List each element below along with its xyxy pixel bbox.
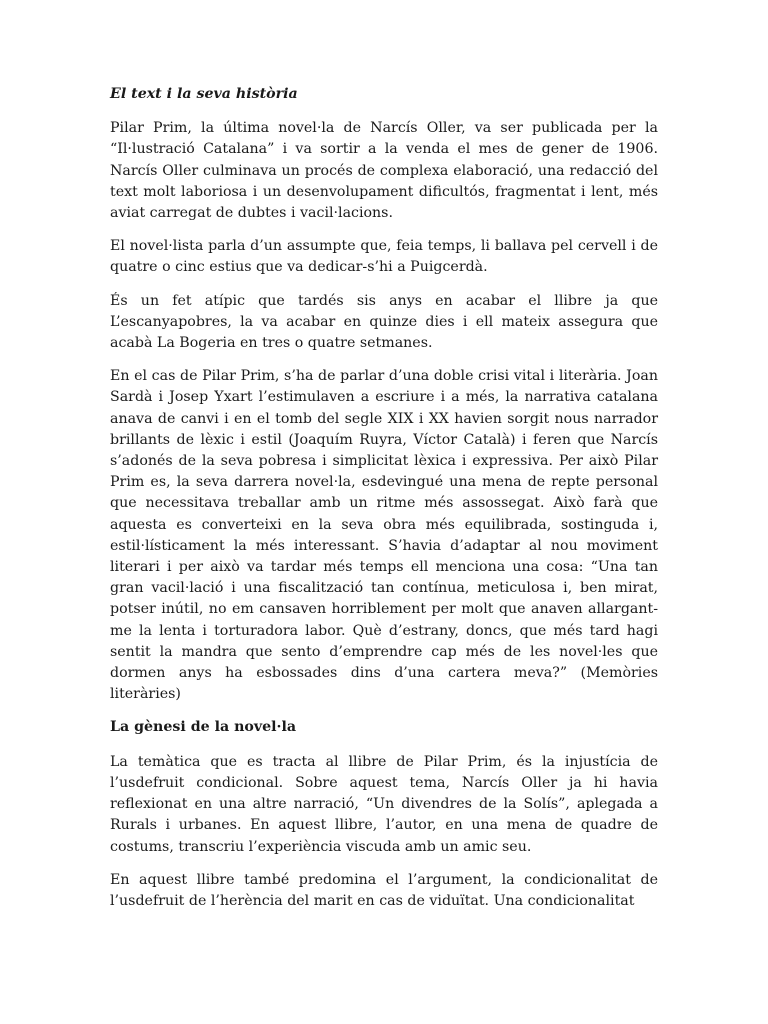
paragraph-4: En el cas de Pilar Prim, s’ha de parlar d’una doble crisi vital i literària. Joan Sardà i Josep Yxart l’estimulaven a escriure i a més, la narrativa catalana anava de canvi i en el tomb del segle XIX i XX havien sorgit nous narrador brillants de lèxic i estil (Joaquím Ruyra, Víctor Català) i feren que Narcís s’adonés de la seva pobresa i simplicitat lèxica i expressiva. Per això Pilar Prim es, la seva darrera novel·la, esdevingué una mena de repte personal que necessitava treballar amb un ritme més assossegat. Això farà que aquesta es converteixi en la seva obra més equilibrada, sostinguda i, estil·lísticament la més interessant. S’havia d’adaptar al nou moviment literari i per això va tardar més temps ell menciona una cosa: “Una tan gran vacil·lació i una fiscalització tan contínua, meticulosa i, ben mirat, potser inútil, no em cansaven horriblement per molt que anaven allargant-me la lenta i torturadora labor. Què d’estrany, doncs, que més tard hagi sentit la mandra que sento d’emprendre cap més de les novel·les que dormen anys ha esbossades dins d’una cartera meva?” (Memòries literàries): [110, 368, 658, 703]
paragraph-1: Pilar Prim, la última novel·la de Narcís Oller, va ser publicada per la “Il·lustració Catalana” i va sortir a la venda el mes de gener de 1906. Narcís Oller culminava un procés de complexa elaboració, una redacció del text molt laboriosa i un desenvolupament dificultós, fragmentat i lent, més aviat carregat de dubtes i vacil·lacions.: [110, 120, 658, 222]
document-page: [110, 84, 658, 924]
paragraph-5: La temàtica que es tracta al llibre de Pilar Prim, és la injustícia de l’usdefruit condicional. Sobre aquest tema, Narcís Oller ja hi havia reflexionat en una altre narració, “Un divendres de la Solís”, aplegada a Rurals i urbanes. En aquest llibre, l’autor, en una mena de quadre de costums, transcriu l’experiència viscuda amb un amic seu.: [110, 753, 658, 855]
section-heading-history: El text i la seva història: [110, 86, 298, 102]
paragraph-3: És un fet atípic que tardés sis anys en acabar el llibre ja que L’escanyapobres, la va acabar en quinze dies i ell mateix assegura que acabà La Bogeria en tres o quatre setmanes.: [110, 292, 658, 352]
paragraph-2: El novel·lista parla d’un assumpte que, feia temps, li ballava pel cervell i de quatre o cinc estius que va dedicar-s’hi a Puigcerdà.: [110, 238, 658, 276]
section-heading-genesis: La gènesi de la novel·la: [110, 719, 297, 736]
paragraph-6: En aquest llibre també predomina el l’argument, la condicionalitat de l’usdefruit de l’herència del marit en cas de viduïtat. Una condicionalitat: [110, 871, 658, 909]
